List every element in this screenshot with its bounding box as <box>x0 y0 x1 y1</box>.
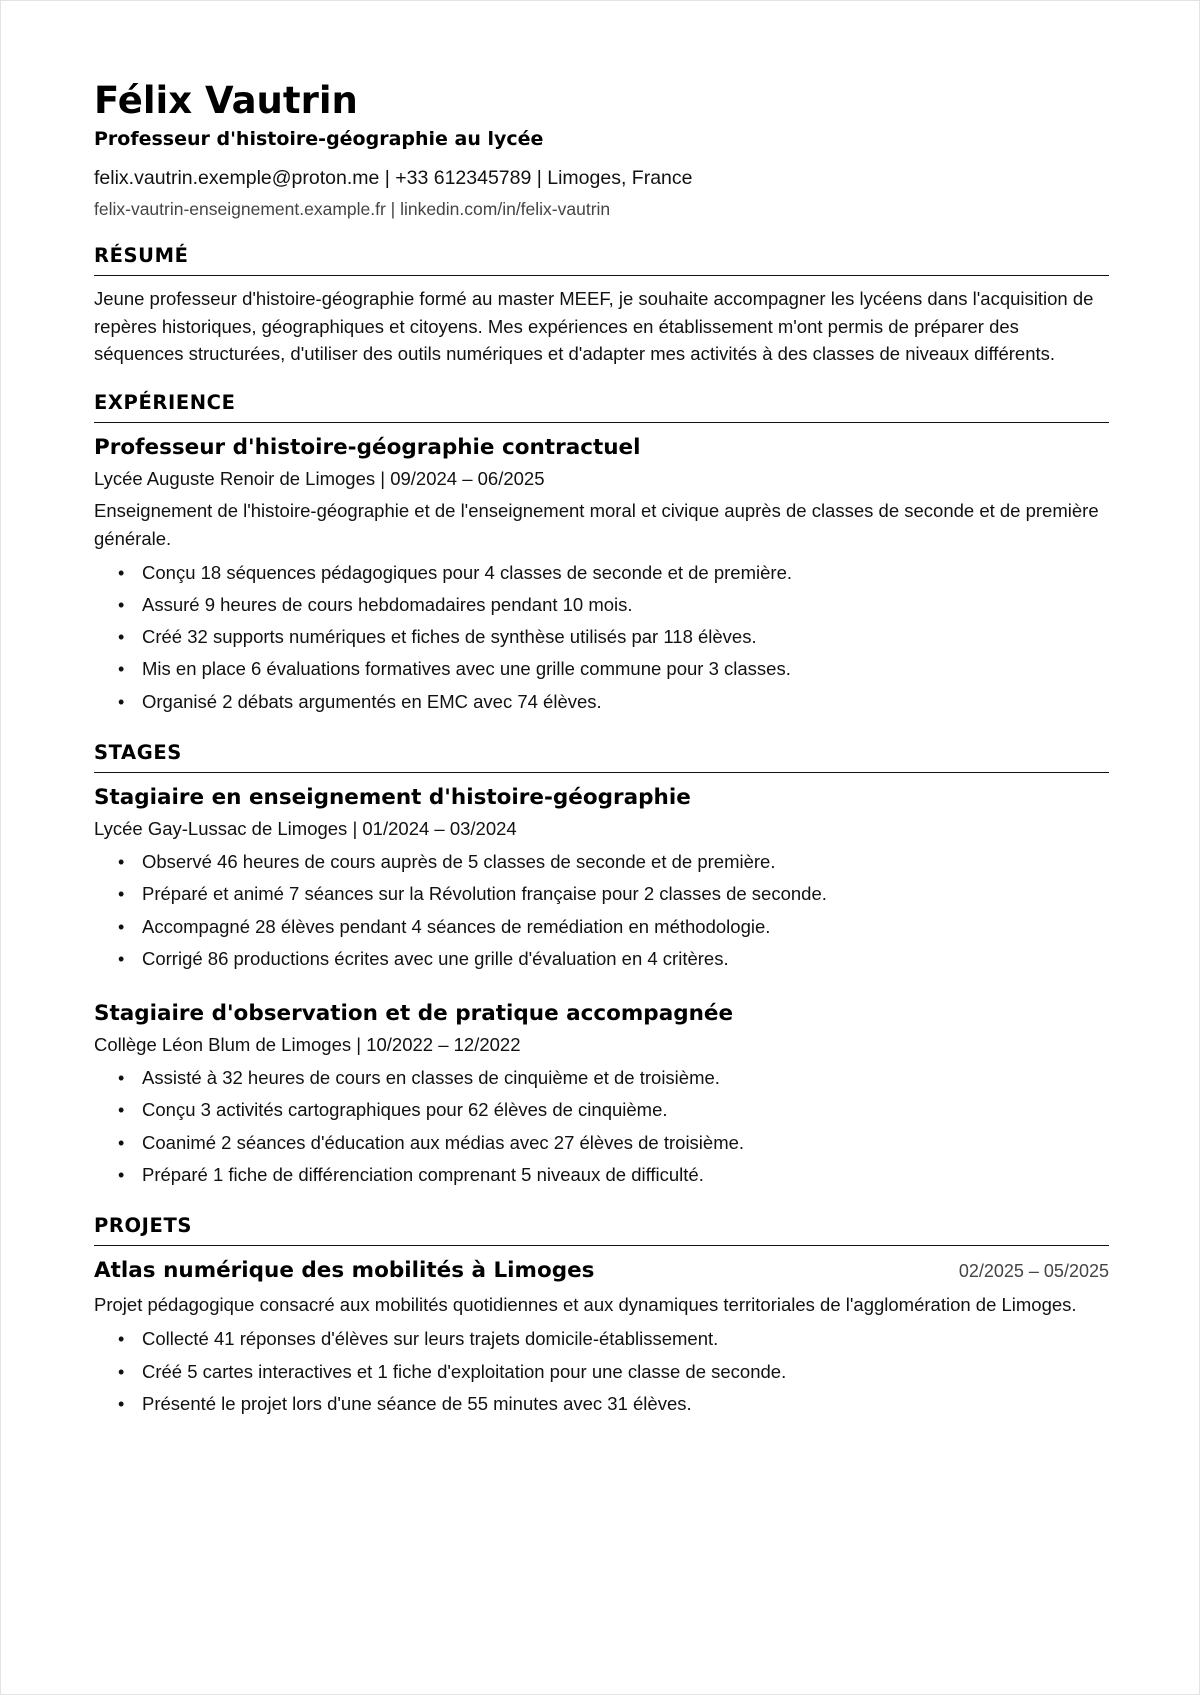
list-item: • Assuré 9 heures de cours hebdomadaires pendant 10 mois. <box>94 589 1109 621</box>
section-title-summary: RÉSUMÉ <box>94 243 1109 276</box>
bullet-icon: • <box>118 691 125 712</box>
internships-section <box>94 740 1109 1191</box>
internship-entry <box>94 783 1109 975</box>
bullet-icon: • <box>118 1393 125 1414</box>
bullet-icon: • <box>118 884 125 905</box>
project-entry <box>94 1256 1109 1420</box>
list-item: • Préparé 1 fiche de différenciation comprenant 5 niveaux de difficulté. <box>94 1159 1109 1191</box>
bullet-icon: • <box>118 1329 125 1350</box>
bullet-icon: • <box>118 627 125 648</box>
project-dates: 02/2025 – 05/2025 <box>958 1261 1109 1282</box>
bullet-icon: • <box>118 1132 125 1153</box>
internship-entry <box>94 999 1109 1191</box>
entry-meta: Lycée Auguste Renoir de Limoges | 09/2024 – 06/2025 <box>94 467 545 489</box>
contact-info: felix.vautrin.exemple@proton.me | +33 612345789 | Limoges, France <box>94 167 693 189</box>
entry-role: Stagiaire d'observation et de pratique accompagnée <box>94 1001 734 1027</box>
projects-section <box>94 1213 1109 1420</box>
resume-content <box>94 77 1109 1420</box>
bullet-icon: • <box>118 851 125 872</box>
bullet-icon: • <box>118 1361 125 1382</box>
bullet-list <box>94 557 1109 718</box>
list-item: • Conçu 3 activités cartographiques pour 62 élèves de cinquième. <box>94 1094 1109 1126</box>
list-item: • Conçu 18 séquences pédagogiques pour 4 classes de seconde et de première. <box>94 557 1109 589</box>
bullet-icon: • <box>118 1100 125 1121</box>
list-item: • Mis en place 6 évaluations formatives avec une grille commune pour 3 classes. <box>94 653 1109 685</box>
list-item: • Préparé et animé 7 séances sur la Révolution française pour 2 classes de seconde. <box>94 878 1109 910</box>
list-item: • Créé 5 cartes interactives et 1 fiche d'exploitation pour une classe de seconde. <box>94 1356 1109 1388</box>
section-title-projects: PROJETS <box>94 1213 1109 1246</box>
entry-role: Stagiaire en enseignement d'histoire-géographie <box>94 784 691 810</box>
bullet-icon: • <box>118 1165 125 1186</box>
section-title-internships: STAGES <box>94 740 1109 773</box>
section-title-experience: EXPÉRIENCE <box>94 390 1109 423</box>
entry-meta: Lycée Gay-Lussac de Limoges | 01/2024 – 03/2024 <box>94 817 517 839</box>
bullet-list <box>94 1323 1109 1420</box>
summary-text: Jeune professeur d'histoire-géographie formé au master MEEF, je souhaite accompagner les lycéens dans l'acquisition de repères historiques, géographiques et citoyens. Mes expériences en établissement m'ont permis de préparer des séquences structurées, d'utiliser des outils numériques et d'adapter mes activités à des classes de niveaux différents. <box>94 288 1094 364</box>
list-item: • Organisé 2 débats argumentés en EMC avec 74 élèves. <box>94 686 1109 718</box>
list-item: • Collecté 41 réponses d'élèves sur leurs trajets domicile-établissement. <box>94 1323 1109 1355</box>
candidate-name: Félix Vautrin <box>94 79 358 122</box>
list-item: • Assisté à 32 heures de cours en classes de cinquième et de troisième. <box>94 1062 1109 1094</box>
project-name: Atlas numérique des mobilités à Limoges <box>94 1258 595 1284</box>
bullet-icon: • <box>118 948 125 969</box>
experience-entry <box>94 433 1109 718</box>
list-item: • Observé 46 heures de cours auprès de 5 classes de seconde et de première. <box>94 846 1109 878</box>
bullet-icon: • <box>118 659 125 680</box>
web-links: felix-vautrin-enseignement.example.fr | linkedin.com/in/felix-vautrin <box>94 199 611 219</box>
project-description: Projet pédagogique consacré aux mobilités quotidiennes et aux dynamiques territoriales de l'agglomération de Limoges. <box>94 1294 1077 1316</box>
candidate-headline: Professeur d'histoire-géographie au lycée <box>94 128 544 150</box>
bullet-list <box>94 846 1109 975</box>
entry-role: Professeur d'histoire-géographie contractuel <box>94 434 641 460</box>
bullet-icon: • <box>118 1068 125 1089</box>
list-item: • Présenté le projet lors d'une séance de 55 minutes avec 31 élèves. <box>94 1388 1109 1420</box>
list-item: • Coanimé 2 séances d'éducation aux médias avec 27 élèves de troisième. <box>94 1127 1109 1159</box>
experience-section <box>94 390 1109 718</box>
bullet-icon: • <box>118 916 125 937</box>
bullet-icon: • <box>118 594 125 615</box>
list-item: • Créé 32 supports numériques et fiches de synthèse utilisés par 118 élèves. <box>94 621 1109 653</box>
bullet-list <box>94 1062 1109 1191</box>
list-item: • Accompagné 28 élèves pendant 4 séances de remédiation en méthodologie. <box>94 911 1109 943</box>
resume-header <box>94 77 1109 221</box>
list-item: • Corrigé 86 productions écrites avec une grille d'évaluation en 4 critères. <box>94 943 1109 975</box>
bullet-icon: • <box>118 562 125 583</box>
entry-description: Enseignement de l'histoire-géographie et de l'enseignement moral et civique auprès de classes de seconde et de première générale. <box>94 499 1099 549</box>
summary-section <box>94 243 1109 368</box>
entry-meta: Collège Léon Blum de Limoges | 10/2022 – 12/2022 <box>94 1034 521 1056</box>
